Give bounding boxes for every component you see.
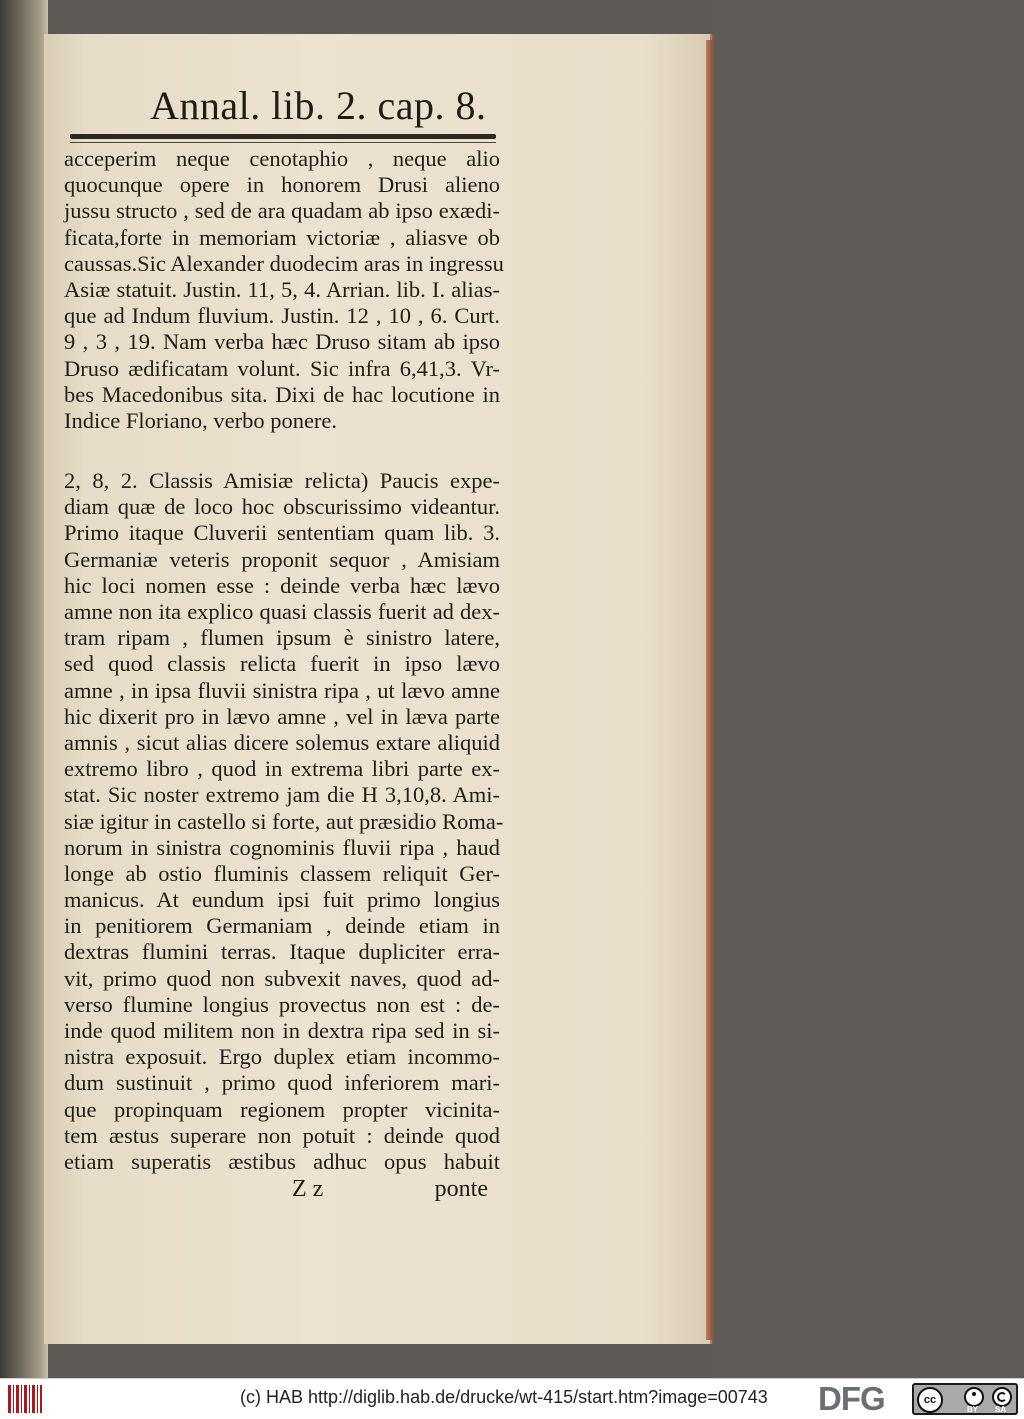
text-line: tem æstus superare non potuit : deinde quod xyxy=(64,1122,500,1148)
text-line: norum in sinistra cognominis fluvii ripa , haud xyxy=(64,834,500,860)
cc-icon: cc xyxy=(917,1387,943,1413)
text-line: acceperim neque cenotaphio , neque alio xyxy=(64,146,500,171)
head-rule xyxy=(70,134,496,139)
text-line: Indice Floriano, verbo ponere. xyxy=(64,407,338,433)
text-line: manicus. At eundum ipsi fuit primo longius xyxy=(64,887,500,913)
text-line: 9 , 3 , 19. Nam verba hæc Druso sitam ab ipso xyxy=(64,329,500,355)
paragraph-gap xyxy=(64,434,500,468)
signature-mark: Z z xyxy=(292,1176,324,1202)
dfg-logo: DFG xyxy=(818,1380,885,1417)
page-foot xyxy=(292,1176,502,1212)
text-line: Druso ædificatam volunt. Sic infra 6,41,3. Vr- xyxy=(64,355,500,381)
scan-background xyxy=(712,0,1024,1378)
text-line: hic dixerit pro in lævo amne , vel in læva parte xyxy=(64,703,500,729)
running-head: Annal. lib. 2. cap. 8. xyxy=(150,83,487,128)
text-line: etiam superatis æstibus adhuc opus habuit xyxy=(64,1148,500,1174)
page-edge xyxy=(706,40,712,1340)
text-line: longe ab ostio fluminis classem reliquit Ger- xyxy=(64,860,500,886)
text-line: dum sustinuit , primo quod inferiorem mari- xyxy=(64,1070,500,1096)
cc-by-sa-badge[interactable] xyxy=(912,1383,1018,1415)
text-line: que ad Indum fluvium. Justin. 12 , 10 , 6. Curt. xyxy=(64,303,500,329)
catchword: ponte xyxy=(434,1176,488,1202)
text-line: Primo itaque Cluverii sententiam quam lib. 3. xyxy=(64,520,500,546)
share-alike-icon xyxy=(992,1387,1012,1407)
text-line: bes Macedonibus sita. Dixi de hac locutione in xyxy=(64,381,500,407)
text-line: amne non ita explico quasi classis fuerit ad dex- xyxy=(64,599,500,624)
scan-left-margin xyxy=(0,0,48,1378)
text-line: Germaniæ veteris proponit sequor , Amisiam xyxy=(64,546,500,572)
text-line: 2, 8, 2. Classis Amisiæ relicta) Paucis expe- xyxy=(64,468,500,494)
head-rule-thin xyxy=(70,142,496,143)
text-line: hic loci nomen esse : deinde verba hæc lævo xyxy=(64,572,500,598)
text-line: vit, primo quod non subvexit naves, quod ad- xyxy=(64,965,500,991)
text-line: dextras flumini terras. Itaque dupliciter erra- xyxy=(64,939,500,965)
text-line: quocunque opere in honorem Drusi alieno xyxy=(64,172,500,198)
text-line: ficata,forte in memoriam victoriæ , aliasve ob xyxy=(64,224,500,250)
text-line: stat. Sic noster extremo jam die H 3,10,8. Ami- xyxy=(64,782,500,808)
text-line: diam quæ de loco hoc obscurissimo videantur. xyxy=(64,494,500,520)
text-line: siæ igitur in castello si forte, aut præsidio Roma- xyxy=(64,808,504,834)
text-line: amne , in ipsa fluvii sinistra ripa , ut lævo amne xyxy=(64,677,500,703)
by-label: BY xyxy=(967,1405,979,1414)
viewer-footer xyxy=(0,1378,1024,1419)
text-line: que propinquam regionem propter vicinita- xyxy=(64,1096,500,1122)
text-line: caussas.Sic Alexander duodecim aras in ingressu xyxy=(64,250,504,276)
text-line: jussu structo , sed de ara quadam ab ipso exædi- xyxy=(64,198,500,224)
text-line: amnis , sicut alias dicere solemus extare aliquid xyxy=(64,729,500,755)
hab-barcode-icon xyxy=(8,1385,42,1413)
text-line: sed quod classis relicta fuerit in ipso lævo xyxy=(64,651,500,677)
sa-label: SA xyxy=(995,1405,1007,1414)
body-text xyxy=(64,146,504,1175)
text-line: extremo libro , quod in extrema libri parte ex- xyxy=(64,756,500,782)
text-line: nistra exposuit. Ergo duplex etiam incommo- xyxy=(64,1044,500,1070)
text-line: verso flumine longius provectus non est : de- xyxy=(64,991,500,1017)
text-line: inde quod militem non in dextra ripa sed in si- xyxy=(64,1018,500,1043)
text-line: tram ripam , flumen ipsum è sinistro latere, xyxy=(64,625,500,651)
text-line: Asiæ statuit. Justin. 11, 5, 4. Arrian. lib. I. alias- xyxy=(64,276,500,302)
copyright-url[interactable]: (c) HAB http://diglib.hab.de/drucke/wt-415/start.htm?image=00743 xyxy=(240,1387,768,1407)
by-person-icon xyxy=(964,1387,984,1407)
text-line: in penitiorem Germaniam , deinde etiam in xyxy=(64,913,500,939)
